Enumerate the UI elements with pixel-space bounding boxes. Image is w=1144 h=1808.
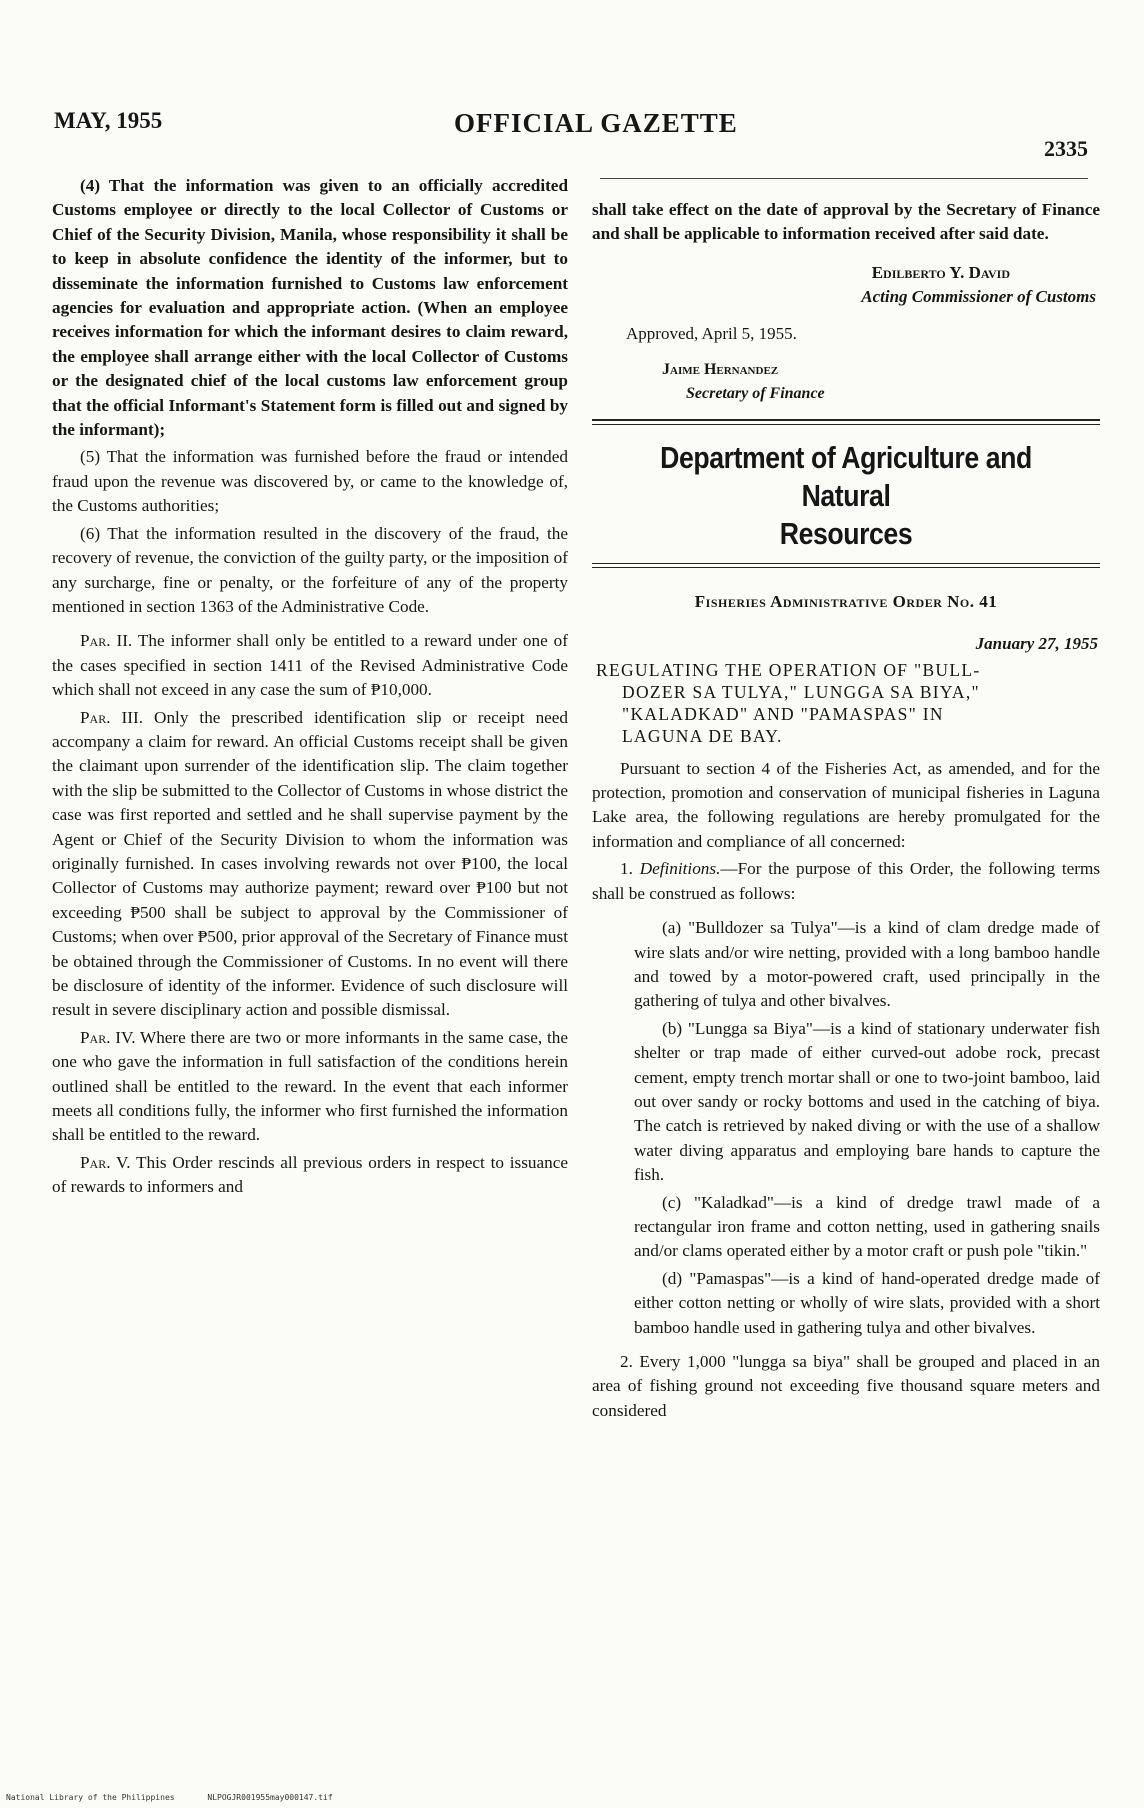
- footer-file: NLPOGJR001955may000147.tif: [207, 1793, 333, 1802]
- department-heading: [628, 439, 1065, 553]
- regulation-title: [592, 659, 1100, 747]
- page-number: 2335: [1044, 136, 1088, 161]
- preamble: Pursuant to section 4 of the Fisheries Act, as amended, and for the protection, promotion and conservation of municipal fisheries in Laguna Lake area, the following regulations are hereby promulgated for the information and compliance of all concerned:: [592, 758, 1100, 851]
- regulation-title-line-1: REGULATING THE OPERATION OF "BULL-: [596, 659, 981, 680]
- paragraph-ii-text: The informer shall only be entitled to a reward under one of the cases specified in section 1411 of the Revised Administrative Code which shall not exceed in any case the sum of ₱10,000.: [52, 631, 568, 700]
- condition-5: (5) That the information was furnished before the fraud or intended fraud upon the revenue was discovered by, or came to the knowledge of, the Customs authorities;: [52, 447, 568, 516]
- regulation-title-line-2: DOZER SA TULYA," LUNGGA SA BIYA,": [622, 681, 980, 702]
- signatory-1-title: Acting Commissioner of Customs: [861, 287, 1096, 307]
- left-column: [52, 174, 568, 1200]
- order-date: January 27, 1955: [975, 634, 1098, 654]
- order-continuation: shall take effect on the date of approval by the Secretary of Finance and shall be applicable to information received after said date.: [592, 200, 1100, 244]
- definitions-number: 1.: [620, 859, 633, 879]
- definitions-list: [592, 916, 1100, 1340]
- section-rule-top: [592, 419, 1100, 421]
- department-heading-line-1: Department of Agriculture and Natural: [660, 439, 1032, 513]
- administrative-order-title: Fisheries Administrative Order No. 41: [694, 591, 998, 611]
- department-heading-line-2: Resources: [779, 515, 913, 551]
- paragraph-v-label: Par. V.: [80, 1152, 131, 1172]
- scan-footer: [6, 1793, 361, 1802]
- footer-source: National Library of the Philippines: [6, 1793, 175, 1802]
- header-rule: [600, 178, 1088, 179]
- issue-date: MAY, 1955: [54, 108, 163, 133]
- definitions-intro-text: —For the purpose of this Order, the following terms shall be construed as follows:: [592, 859, 1101, 903]
- paragraph-ii: [52, 629, 568, 702]
- section-rule-top-thin: [592, 424, 1100, 425]
- paragraph-ii-label: Par. II.: [80, 631, 133, 651]
- page-header: [54, 108, 1088, 161]
- signatory-1-name: Edilberto Y. David: [871, 262, 1010, 282]
- right-column: [592, 198, 1100, 1423]
- regulation-item-2: 2. Every 1,000 "lungga sa biya" shall be grouped and placed in an area of fishing ground not exceeding five thousand square meters and considered: [592, 1352, 1100, 1420]
- regulation-title-line-3: "KALADKAD" AND "PAMASPAS" IN: [622, 703, 944, 724]
- signatory-2-name: Jaime Hernandez: [662, 361, 779, 379]
- regulation-title-line-4: LAGUNA DE BAY.: [622, 725, 783, 746]
- definition-b: (b) "Lungga sa Biya"—is a kind of stationary underwater fish shelter or trap made of either curved-out adobe rock, precast cement, empty trench mortar shall or one to two-joint bamboo, laid out over sandy or rocky bottoms and used in the catching of biya. The catch is retrieved by naked diving or with the use of a shallow water diving apparatus and employing bare hands to capture the fish.: [634, 1018, 1100, 1185]
- paragraph-iii: [52, 706, 568, 1023]
- paragraph-v: [52, 1151, 568, 1200]
- paragraph-v-text: This Order rescinds all previous orders in respect to issuance of rewards to informers and: [52, 1152, 568, 1197]
- paragraph-iv-text: Where there are two or more informants in the same case, the one who gave the information in full satisfaction of the conditions herein outlined shall be entitled to the reward. In the event that each informer meets all conditions fully, the informer who first furnished the information shall be entitled to the reward.: [52, 1027, 568, 1145]
- section-rule-bottom-thin: [592, 567, 1100, 568]
- condition-6: (6) That the information resulted in the discovery of the fraud, the recovery of revenue, the conviction of the guilty party, or the imposition of any surcharge, fine or penalty, or the forfeiture of any of the property mentioned in section 1363 of the Administrative Code.: [52, 523, 568, 616]
- paragraph-iii-text: Only the prescribed identification slip or receipt need accompany a claim for reward. An official Customs receipt shall be given the claimant upon surrender of the identification slip. The claim together with the slip be submitted to the Collector of Customs in whose district the case was first reported and settled and he shall supervise payment by the Agent or Chief of the Security Division to whom the information was originally furnished. In cases involving rewards not over ₱100, the local Collector of Customs may authorize payment; reward over ₱100 but not exceeding ₱500 shall be subject to approval by the Commissioner of Customs; when over ₱500, prior approval of the Secretary of Finance must be obtained through the Commissioner of Customs. In no event will there be disclosure of identity of the informer. Evidence of such disclosure will result in severe disciplinary action and possible dismissal.: [52, 707, 569, 1020]
- definitions-intro: [592, 857, 1100, 906]
- definition-c: (c) "Kaladkad"—is a kind of dredge trawl made of a rectangular iron frame and cotton netting, used in gathering snails and/or clams operated either by a motor craft or push pole "tikin.": [634, 1192, 1100, 1261]
- definition-d: (d) "Pamaspas"—is a kind of hand-operated dredge made of either cotton netting or wholly of wire slats, provided with a short bamboo handle used in gathering tulya and other bivalves.: [634, 1268, 1100, 1337]
- paragraph-iii-label: Par. III.: [80, 707, 144, 727]
- approval-line: Approved, April 5, 1955.: [626, 323, 797, 343]
- condition-4: (4) That the information was given to an officially accredited Customs employee or directly to the local Collector of Customs or Chief of the Security Division, Manila, whose responsibility it shall be to keep in absolute confidence the identity of the informer, but to disseminate the information furnished to Customs law enforcement agencies for evaluation and appropriate action. (When an employee receives information for which the informant desires to claim reward, the employee shall arrange either with the local Collector of Customs or the designated chief of the local customs law enforcement group that the official Informant's Statement form is filled out and signed by the informant);: [52, 176, 568, 440]
- signatory-2-title: Secretary of Finance: [686, 385, 825, 403]
- publication-title: OFFICIAL GAZETTE: [454, 108, 738, 138]
- paragraph-iv: [52, 1026, 568, 1148]
- definitions-label: Definitions.: [639, 859, 721, 879]
- section-rule-bottom: [592, 563, 1100, 564]
- paragraph-iv-label: Par. IV.: [80, 1027, 136, 1047]
- definition-a: (a) "Bulldozer sa Tulya"—is a kind of clam dredge made of wire slats and/or wire netting, provided with a long bamboo handle and towed by a motor-powered craft, used principally in the gathering of tulya and other bivalves.: [634, 918, 1100, 1011]
